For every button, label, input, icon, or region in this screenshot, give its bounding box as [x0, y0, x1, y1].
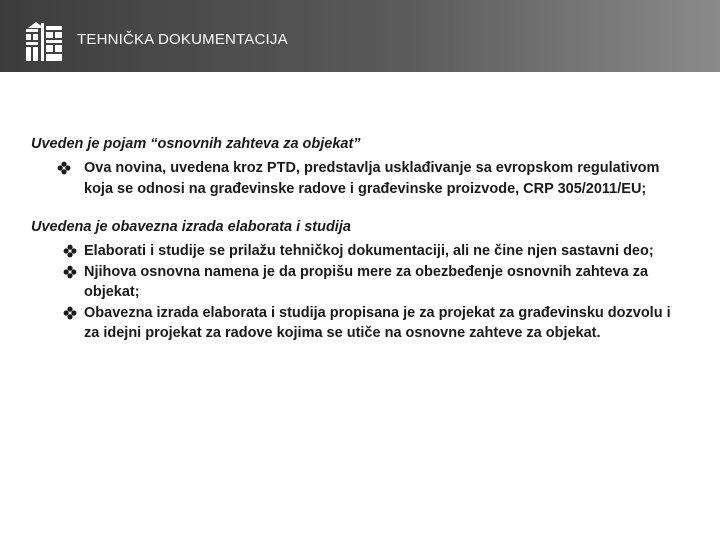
bullet-line: Njihova osnovna namena je da propišu mere za obezbeđenje osnovnih zahteva za	[84, 263, 649, 280]
bullet-line: Elaborati i studije se prilažu tehničkoj dokumentaciji, ali ne čine njen sastavni deo;	[84, 243, 654, 259]
diamond-bullet-icon	[63, 306, 77, 320]
bullet-list	[31, 241, 691, 344]
section-heading: Uvedena je obavezna izrada elaborata i studija	[31, 219, 351, 235]
bullet-list	[31, 158, 691, 199]
section-heading: Uveden je pojam “osnovnih zahteva za objekat”	[31, 136, 361, 152]
list-item	[31, 241, 691, 262]
diamond-bullet-icon	[57, 161, 71, 175]
slide-header	[0, 0, 720, 72]
bullet-line: za idejni projekat za radove kojima se utiče na osnovne zahteve za objekat.	[84, 325, 601, 341]
bullet-line: koja se odnosi na građevinske radove i građevinske proizvode, CRP 305/2011/EU;	[84, 180, 647, 197]
bullet-line: Obavezna izrada elaborata i studija propisana je za projekat za građevinsku dozvolu i	[84, 304, 671, 321]
diamond-bullet-icon	[63, 244, 77, 258]
bullet-line: objekat;	[84, 284, 140, 300]
header-title: TEHNIČKA DOKUMENTACIJA	[77, 31, 288, 48]
list-item	[31, 158, 691, 199]
building-logo-icon	[24, 20, 64, 62]
bullet-line: Ova novina, uvedena kroz PTD, predstavlja usklađivanje sa evropskom regulativom	[84, 160, 660, 176]
slide-content	[31, 134, 691, 344]
list-item	[31, 303, 691, 344]
list-item	[31, 262, 691, 303]
diamond-bullet-icon	[63, 265, 77, 279]
